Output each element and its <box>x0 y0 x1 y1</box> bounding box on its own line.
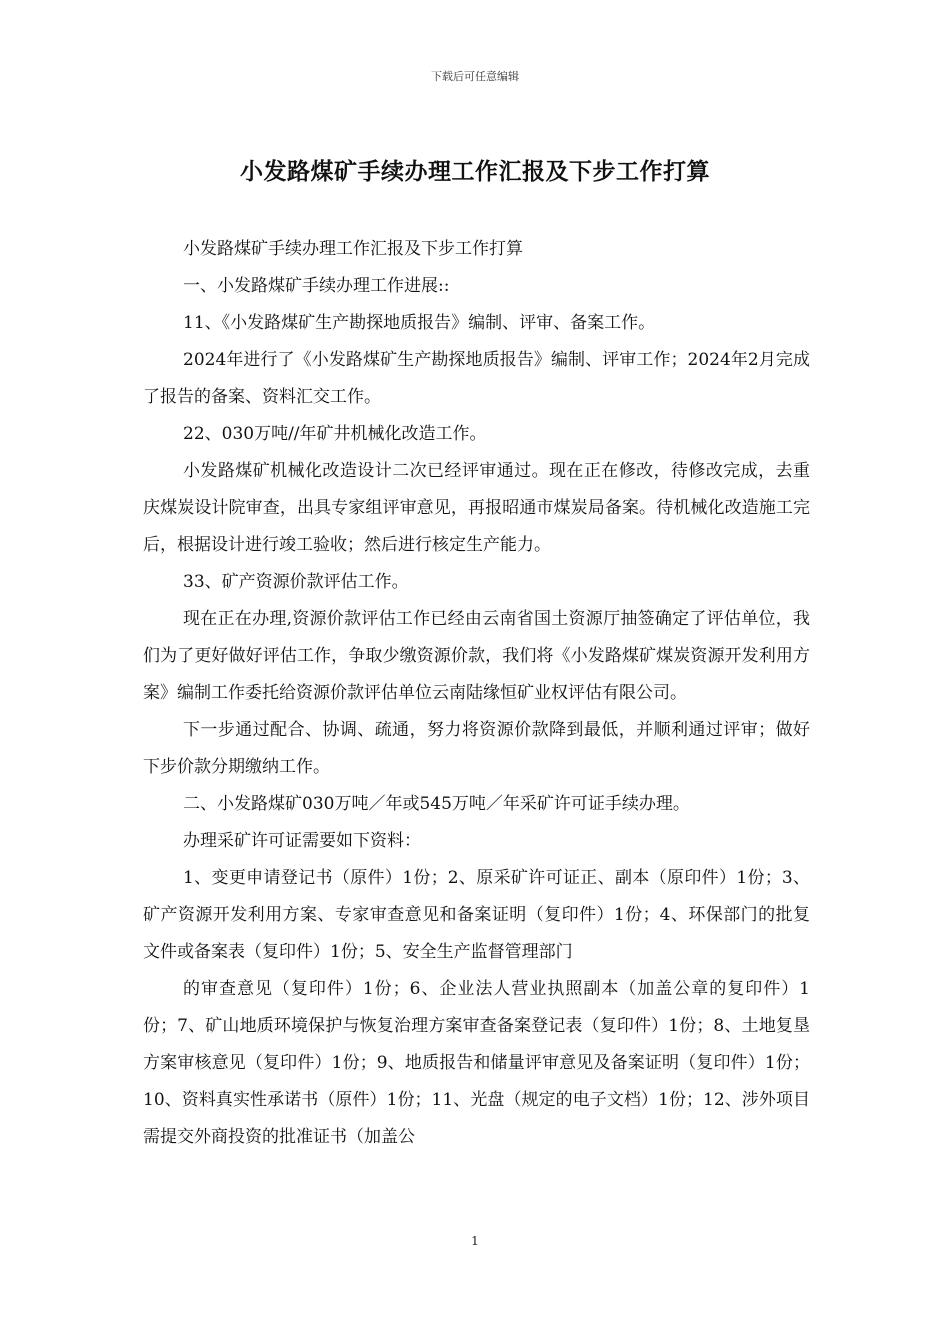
paragraph-next-step: 下一步通过配合、协调、疏通，努力将资源价款降到最低，并顺利通过评审；做好下步价款分期缴纳工作。 <box>143 720 810 777</box>
paragraph-materials-list-2: 的审查意见（复印件）1份；6、企业法人营业执照副本（加盖公章的复印件）1份；7、矿山地质环境保护与恢复治理方案审查备案登记表（复印件）1份；8、土地复垦方案审核意见（复印件）1份；9、地质报告和储量评审意见及备案证明（复印件）1份；10、资料真实性承诺书（原件）1份；11、光盘（规定的电子文档）1份；12、涉外项目需提交外商投资的批准证书（加盖公 <box>143 979 810 1147</box>
paragraph-subtitle: 小发路煤矿手续办理工作汇报及下步工作打算 <box>183 239 523 259</box>
paragraph-item-3-body: 现在正在办理,资源价款评估工作已经由云南省国土资源厅抽签确定了评估单位，我们为了更好做好评估工作，争取少缴资源价款，我们将《小发路煤矿煤炭资源开发利用方案》编制工作委托给资源价款评估单位云南陆缘恒矿业权评估有限公司。 <box>143 609 810 703</box>
document-body <box>143 231 810 1156</box>
paragraph-item-1-heading: 11、《小发路煤矿生产勘探地质报告》编制、评审、备案工作。 <box>183 313 656 333</box>
paragraph-section-heading-1: 一、小发路煤矿手续办理工作进展:: <box>183 276 450 296</box>
paragraph-item-3-heading: 33、矿产资源价款评估工作。 <box>183 572 409 592</box>
paragraph-materials-intro: 办理采矿许可证需要如下资料： <box>183 831 421 851</box>
paragraph-item-2-body: 小发路煤矿机械化改造设计二次已经评审通过。现在正在修改，待修改完成，去重庆煤炭设计院审查，出具专家组评审意见，再报昭通市煤炭局备案。待机械化改造施工完后，根据设计进行竣工验收；然后进行核定生产能力。 <box>143 461 810 555</box>
paragraph-materials-list-1: 1、变更申请登记书（原件）1份；2、原采矿许可证正、副本（原印件）1份；3、矿产资源开发利用方案、专家审查意见和备案证明（复印件）1份；4、环保部门的批复文件或备案表（复印件）1份；5、安全生产监督管理部门 <box>143 868 810 962</box>
paragraph-item-1-body: 2024年进行了《小发路煤矿生产勘探地质报告》编制、评审工作；2024年2月完成了报告的备案、资料汇交工作。 <box>143 350 810 407</box>
paragraph-section-heading-2: 二、小发路煤矿030万吨／年或545万吨／年采矿许可证手续办理。 <box>183 794 690 814</box>
header-note: 下载后可任意编辑 <box>431 70 519 83</box>
document-title: 小发路煤矿手续办理工作汇报及下步工作打算 <box>240 159 710 185</box>
paragraph-item-2-heading: 22、030万吨//年矿井机械化改造工作。 <box>183 424 487 444</box>
page-number: 1 <box>471 1234 479 1248</box>
